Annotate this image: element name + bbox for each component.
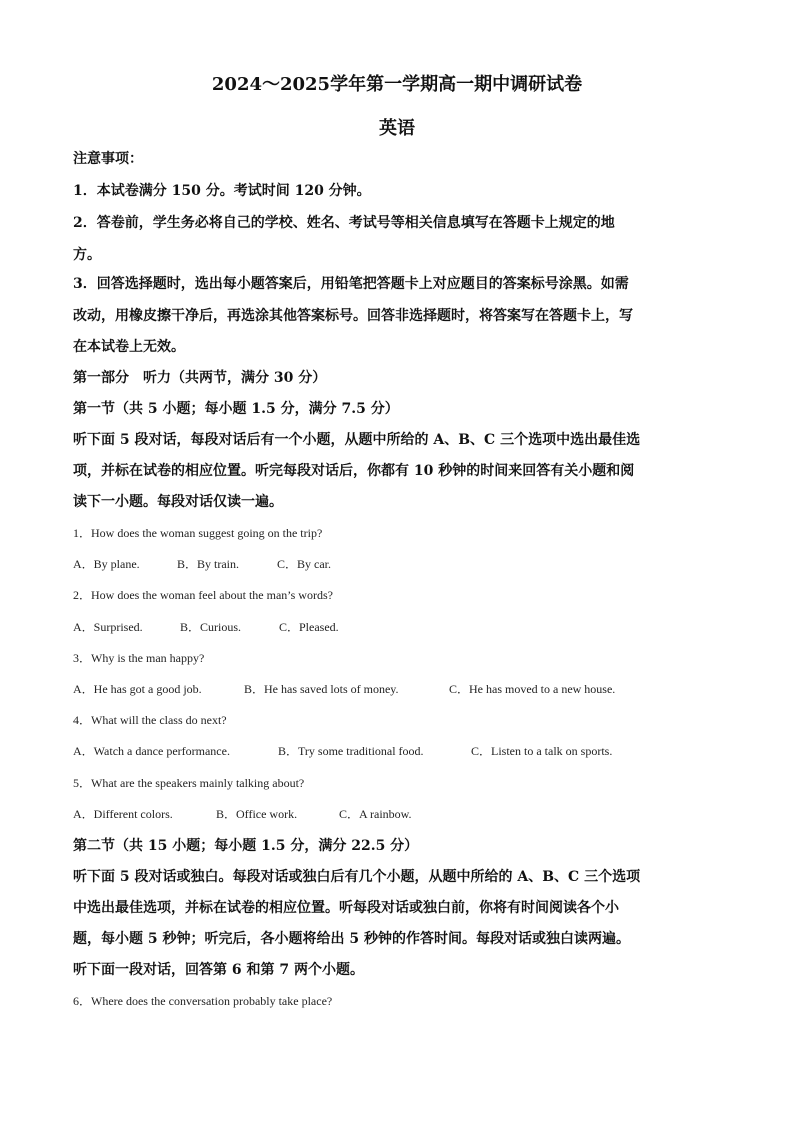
option-b: B．By train. bbox=[177, 557, 239, 571]
question-5: 5．What are the speakers mainly talking about? bbox=[73, 776, 305, 790]
option-b: B．Try some traditional food. bbox=[278, 744, 424, 758]
option-a: A．By plane. bbox=[73, 557, 140, 571]
question-1-options bbox=[73, 549, 723, 580]
option-c: C．By car. bbox=[277, 557, 331, 571]
notice-item-3-line-1: 3．回答选择题时，选出每小题答案后，用铅笔把答题卡上对应题目的答案标号涂黑。如需 bbox=[73, 276, 629, 292]
question-1: 1．How does the woman suggest going on the trip? bbox=[73, 526, 323, 540]
question-2: 2．How does the woman feel about the man’s words? bbox=[73, 588, 333, 602]
question-3: 3．Why is the man happy? bbox=[73, 651, 205, 665]
notice-item-2-line-1: 2．答卷前，学生务必将自己的学校、姓名、考试号等相关信息填写在答题卡上规定的地 bbox=[73, 215, 615, 231]
option-a: A．Surprised. bbox=[73, 620, 143, 634]
part1-heading: 第一部分 听力（共两节，满分 30 分） bbox=[73, 370, 327, 386]
section1-instruction-line-1: 听下面 5 段对话，每段对话后有一个小题，从题中所给的 A、B、C 三个选项中选出最佳选 bbox=[73, 432, 641, 448]
section2-instruction-line-1: 听下面 5 段对话或独白。每段对话或独白后有几个小题，从题中所给的 A、B、C 三个选项 bbox=[73, 869, 641, 885]
question-3-options bbox=[73, 674, 723, 705]
section2-instruction-line-2: 中选出最佳选项，并标在试卷的相应位置。听每段对话或独白前，你将有时间阅读各个小 bbox=[73, 900, 619, 916]
question-5-options bbox=[73, 799, 723, 830]
option-c: C．A rainbow. bbox=[339, 807, 412, 821]
dialog-intro: 听下面一段对话，回答第 6 和第 7 两个小题。 bbox=[73, 962, 364, 978]
section2-heading: 第二节（共 15 小题；每小题 1.5 分，满分 22.5 分） bbox=[73, 838, 419, 854]
question-6: 6．Where does the conversation probably take place? bbox=[73, 994, 333, 1008]
subject-title: 英语 bbox=[379, 118, 415, 139]
option-c: C．Pleased. bbox=[279, 620, 339, 634]
question-4-options bbox=[73, 736, 723, 767]
section1-heading: 第一节（共 5 小题；每小题 1.5 分，满分 7.5 分） bbox=[73, 401, 399, 417]
option-c: C．Listen to a talk on sports. bbox=[471, 744, 613, 758]
option-b: B．Curious. bbox=[180, 620, 242, 634]
option-a: A．He has got a good job. bbox=[73, 682, 202, 696]
notice-item-3-line-3: 在本试卷上无效。 bbox=[73, 339, 185, 355]
notice-item-3-line-2: 改动，用橡皮擦干净后，再选涂其他答案标号。回答非选择题时，将答案写在答题卡上，写 bbox=[73, 308, 633, 324]
question-4: 4．What will the class do next? bbox=[73, 713, 227, 727]
section1-instruction-line-2: 项，并标在试卷的相应位置。听完每段对话后，你都有 10 秒钟的时间来回答有关小题和阅 bbox=[73, 463, 635, 479]
question-2-options bbox=[73, 612, 723, 643]
section1-instruction-line-3: 读下一小题。每段对话仅读一遍。 bbox=[73, 494, 283, 510]
notice-item-1: 1．本试卷满分 150 分。考试时间 120 分钟。 bbox=[73, 183, 371, 199]
notice-heading: 注意事项： bbox=[73, 151, 143, 167]
option-a: A．Watch a dance performance. bbox=[73, 744, 230, 758]
option-a: A．Different colors. bbox=[73, 807, 173, 821]
option-c: C．He has moved to a new house. bbox=[449, 682, 616, 696]
notice-item-2-line-2: 方。 bbox=[73, 247, 101, 263]
exam-title: 2024～2025学年第一学期高一期中调研试卷 bbox=[211, 74, 583, 95]
option-b: B．He has saved lots of money. bbox=[244, 682, 399, 696]
section2-instruction-line-3: 题，每小题 5 秒钟；听完后，各小题将给出 5 秒钟的作答时间。每段对话或独白读两遍。 bbox=[73, 931, 630, 947]
option-b: B．Office work. bbox=[216, 807, 298, 821]
